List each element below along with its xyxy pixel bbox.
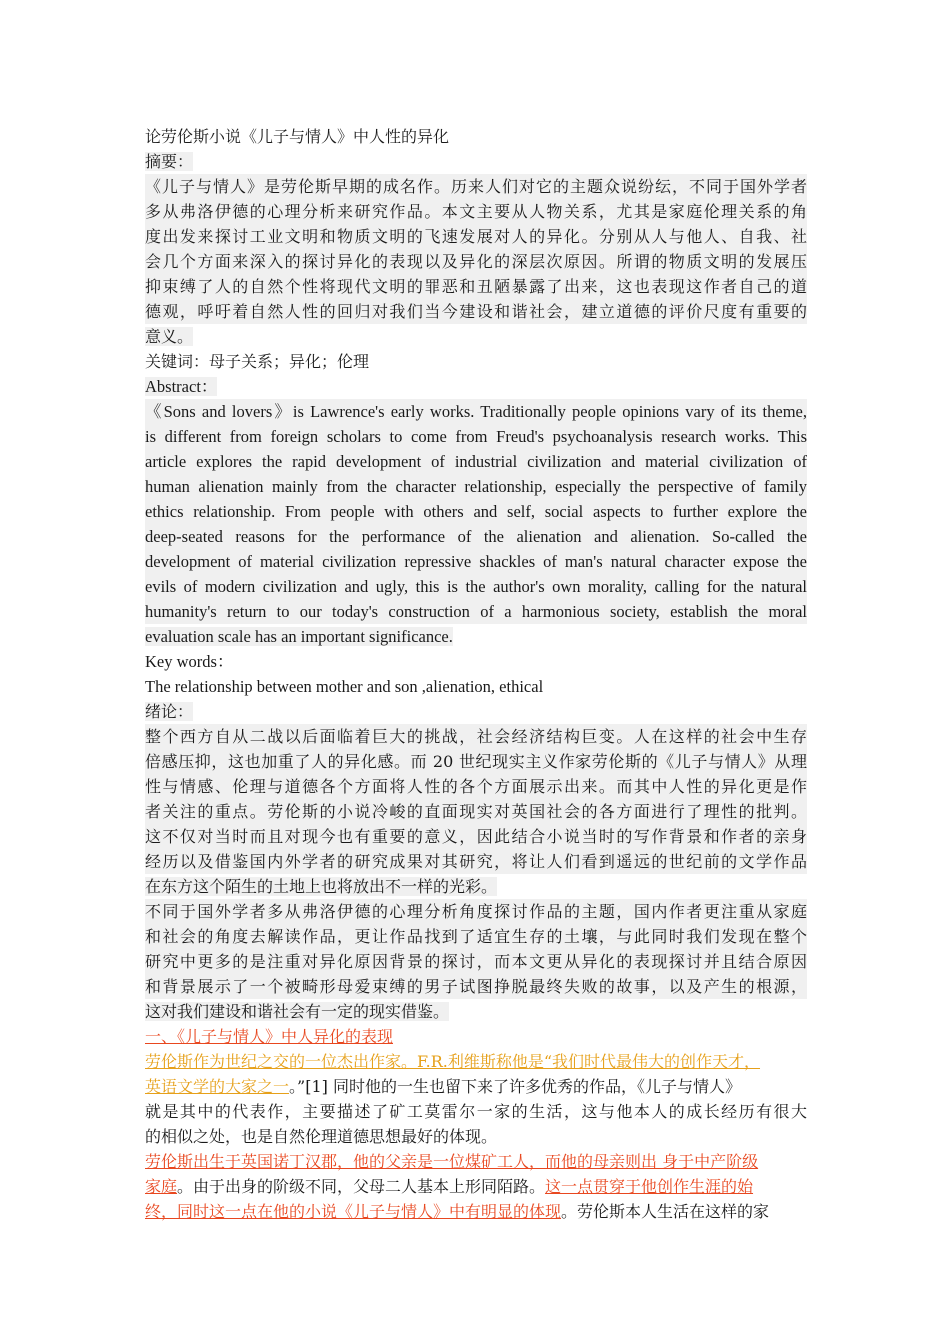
intro-label-text: 绪论： — [145, 702, 194, 721]
abstract-label-text: 摘要： — [145, 152, 194, 171]
orange-underline-text: 英语文学的大家之一 — [145, 1077, 290, 1096]
abstract-line: 德观，呼吁着自然人性的回归对我们当今建设和谐社会，建立道德的评价尺度有重要的 — [145, 299, 807, 324]
keywords-cn: 关键词：母子关系；异化；伦理 — [145, 352, 370, 371]
s1p2-line-3 — [145, 1199, 807, 1224]
intro-line: 这不仅对当时而且对现今也有重要的意义，因此结合小说当时的写作背景和作者的亲身 — [145, 824, 807, 849]
abstract-en-line: is different from foreign scholars to come from Freud's psychoanalysis research works. This — [145, 424, 807, 449]
intro-line: 倍感压抑，这也加重了人的异化感。而 20 世纪现实主义作家劳伦斯的《儿子与情人》从理 — [145, 749, 807, 774]
red-underline-text: 家庭 — [145, 1177, 178, 1196]
section-1-paragraph-1 — [145, 1049, 807, 1149]
intro-line: 和社会的角度去解读作品，更让作品找到了适宜生存的土壤，与此同时我们发现在整个 — [145, 924, 807, 949]
abstract-en-line: human alienation mainly from the character relationship, especially the perspective of family — [145, 474, 807, 499]
keywords-en: The relationship between mother and son ,alienation, ethical — [145, 677, 544, 696]
s1p2-line-2-mid: 。由于出身的阶级不同，父母二人基本上形同陌路。 — [177, 1177, 546, 1196]
intro-line: 不同于国外学者多从弗洛伊德的心理分析角度探讨作品的主题，国内作者更注重从家庭 — [145, 899, 807, 924]
section-1-heading — [145, 1024, 807, 1049]
s1p2-line-1: 劳伦斯出生于英国诺丁汉郡，他的父亲是一位煤矿工人，而他的母亲则出 身于中产阶级 — [145, 1152, 759, 1171]
keywords-en-label: Key words： — [145, 652, 234, 671]
abstract-line: 度出发来探讨工业文明和物质文明的飞速发展对人的异化。分别从人与他人、自我、社 — [145, 224, 807, 249]
s1p1-line-2-rest: 。”[1] 同时他的一生也留下来了许多优秀的作品，《儿子与情人》 — [289, 1077, 741, 1096]
intro-line: 性与情感、伦理与道德各个方面将人性的各个方面展示出来。而其中人性的异化更是作 — [145, 774, 807, 799]
abstract-en-line: humanity's return to our today's construction of a harmonious society, establish the moral — [145, 599, 807, 624]
intro-line: 者关注的重点。劳伦斯的小说冷峻的直面现实对英国社会的各方面进行了理性的批判。 — [145, 799, 807, 824]
intro-p2-last-text: 这对我们建设和谐社会有一定的现实借鉴。 — [145, 1002, 450, 1021]
abstract-label — [145, 149, 807, 174]
intro-line: 经历以及借鉴国内外学者的研究成果对其研究，将让人们看到遥远的世纪前的文学作品 — [145, 849, 807, 874]
s1p2-line-2 — [145, 1174, 807, 1199]
abstract-en-last-text: evaluation scale has an important significance. — [145, 627, 453, 646]
s1p1-line-2 — [145, 1074, 807, 1099]
abstract-line: 抑束缚了人的自然个性将现代文明的罪恶和丑陋暴露了出来，这也表现这作者自己的道 — [145, 274, 807, 299]
abstract-en-line: evils of modern civilization and ugly, this is the author's own morality, calling for the natural — [145, 574, 807, 599]
section-1-heading-text: 一、《儿子与情人》中人异化的表现 — [145, 1027, 394, 1046]
intro-label — [145, 699, 807, 724]
document-title: 论劳伦斯小说《儿子与情人》中人性的异化 — [145, 127, 450, 146]
section-1-paragraph-2 — [145, 1149, 807, 1224]
abstract-en — [145, 399, 807, 649]
intro-line — [145, 874, 807, 899]
intro-p1-last-text: 在东方这个陌生的土地上也将放出不一样的光彩。 — [145, 877, 498, 896]
abstract-en-label-text: Abstract： — [145, 377, 218, 396]
abstract-en-label — [145, 374, 807, 399]
intro-line: 和背景展示了一个被畸形母爱束缚的男子试图挣脱最终失败的故事，以及产生的根源， — [145, 974, 807, 999]
abstract-en-line: 《Sons and lovers》is Lawrence's early works. Traditionally people opinions vary of its theme, — [145, 399, 807, 424]
intro-paragraph-2 — [145, 899, 807, 1024]
abstract-en-line: ethics relationship. From people with others and self, social aspects to further explore the — [145, 499, 807, 524]
abstract-line: 《儿子与情人》是劳伦斯早期的成名作。历来人们对它的主题众说纷纭，不同于国外学者 — [145, 174, 807, 199]
s1p1-line-3: 就是其中的代表作，主要描述了矿工莫雷尔一家的生活，这与他本人的成长经历有很大 — [145, 1102, 807, 1121]
abstract-line: 多从弗洛伊德的心理分析来研究作品。本文主要从人物关系，尤其是家庭伦理关系的角 — [145, 199, 807, 224]
intro-line — [145, 999, 807, 1024]
intro-line: 研究中更多的是注重对异化原因背景的探讨，而本文更从异化的表现探讨并且结合原因 — [145, 949, 807, 974]
red-underline-text: 终，同时这一点在他的小说《儿子与情人》中有明显的体现 — [145, 1202, 562, 1221]
document-body — [145, 124, 807, 1224]
abstract-en-line: article explores the rapid development of industrial civilization and material civilization of — [145, 449, 807, 474]
abstract-last-text: 意义。 — [145, 327, 194, 346]
intro-line: 整个西方自从二战以后面临着巨大的挑战，社会经济结构巨变。人在这样的社会中生存 — [145, 724, 807, 749]
red-underline-text: 这一点贯穿于他创作生涯的始 — [545, 1177, 754, 1196]
intro-paragraph-1 — [145, 724, 807, 899]
s1p1-line-4: 的相似之处，也是自然伦理道德思想最好的体现。 — [145, 1127, 498, 1146]
abstract-line — [145, 324, 807, 349]
abstract-line: 会几个方面来深入的探讨异化的表现以及异化的深层次原因。所谓的物质文明的发展压 — [145, 249, 807, 274]
abstract-en-line: deep-seated reasons for the performance of the alienation and alienation. So-called the — [145, 524, 807, 549]
s1p1-line-1: 劳伦斯作为世纪之交的一位杰出作家。F.R.利维斯称他是“我们时代最伟大的创作天才， — [145, 1052, 761, 1071]
abstract-en-line — [145, 624, 807, 649]
abstract-en-line: development of material civilization repressive shackles of man's natural character expose the — [145, 549, 807, 574]
s1p2-line-3-rest: 。劳伦斯本人生活在这样的家 — [561, 1202, 770, 1221]
abstract-cn — [145, 174, 807, 349]
